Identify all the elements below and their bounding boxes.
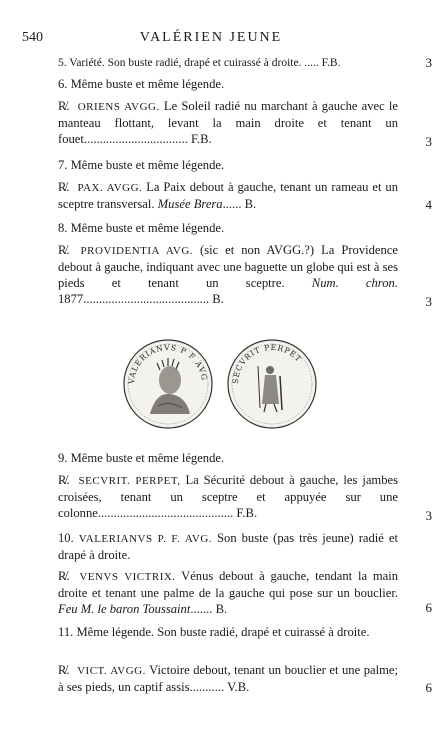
entry-text: Le Soleil radié nu marchant à gauche avec le manteau flottant, levant la main droite et tenant un fouet................................. [58, 99, 398, 146]
entry-7-reverse [58, 179, 398, 212]
obverse-legend: VALERIANVS P F AVG [126, 342, 209, 385]
margin-value: 6 [425, 680, 432, 695]
margin-value: 4 [425, 197, 432, 212]
source-reference: Musée Brera [157, 197, 223, 211]
entry-9-reverse [58, 472, 398, 521]
leader-dots: ....... [190, 602, 213, 616]
entry-text: Même légende. Son buste radié, drapé et cuirassé à droite. [76, 625, 370, 639]
entry-10 [58, 530, 398, 563]
source-reference: Feu M. le baron Toussaint [58, 602, 191, 616]
page-number: 540 [22, 30, 43, 45]
coin-legend: PROVIDENTIA AVG. [80, 245, 194, 257]
entry-number: 8. [58, 221, 68, 235]
coin-legend: SECVRIT. PERPET, [78, 475, 181, 487]
obverse-coin [124, 340, 212, 428]
margin-value: 3 [425, 55, 432, 70]
entry-number: 7. [58, 158, 68, 172]
entry-text: Même buste et même légende. [70, 451, 225, 465]
rarity-mark: V.B. [227, 680, 250, 694]
coin-legend: VENVS VICTRIX. [79, 571, 176, 583]
leader-dots: ...... [222, 197, 242, 211]
entry-text: La Paix debout à gauche, tenant un rameau et un sceptre transversal. [58, 180, 398, 211]
reverse-mark: R̸. [58, 663, 70, 677]
entry-7 [58, 157, 398, 173]
rarity-mark: F.B. [321, 57, 341, 69]
entry-number: 10. [58, 531, 74, 545]
date-leader: 1877........................................ [58, 292, 210, 306]
entry-number: 9. [58, 451, 68, 465]
coin-legend: ORIENS AVGG. [77, 101, 160, 113]
margin-value: 3 [425, 134, 432, 149]
entry-number: 5. [58, 57, 67, 69]
rarity-mark: B. [244, 197, 257, 211]
entry-11-reverse [58, 662, 398, 695]
reverse-legend: SECVRIT PERPET [230, 342, 304, 385]
coin-legend: PAX. AVGG. [77, 182, 143, 194]
entry-text: Même buste et même légende. [70, 158, 225, 172]
reverse-mark: R̸. [58, 243, 70, 257]
reverse-mark: R̸. [58, 569, 70, 583]
running-title: VALÉRIEN JEUNE [139, 30, 283, 45]
entry-9 [58, 450, 398, 466]
coin-legend: VALERIANVS P. F. AVG. [78, 533, 213, 545]
entry-8-reverse [58, 242, 398, 307]
entry-10-reverse [58, 568, 398, 617]
entry-text: Même buste et même légende. [70, 77, 225, 91]
entry-text: La Sécurité debout à gauche, les jambes croisées, tenant un sceptre et appuyée sur une colonne........................................... [58, 473, 398, 520]
rarity-mark: F.B. [190, 132, 212, 146]
coin-legend: VICT. AVGG. [77, 665, 146, 677]
entry-number: 6. [58, 77, 68, 91]
reverse-mark: R̸. [58, 180, 70, 194]
reverse-mark: R̸. [58, 473, 70, 487]
rarity-mark: F.B. [236, 506, 258, 520]
entry-number: 11. [58, 625, 74, 639]
entry-text: Victoire debout, tenant un bouclier et une palme; à ses pieds, un captif assis........... [58, 663, 398, 694]
entry-text: Son buste (pas très jeune) radié et drapé à droite. [58, 531, 398, 562]
reverse-mark: R̸. [58, 99, 70, 113]
entry-6 [58, 76, 398, 92]
entry-text: (sic et non AVGG.?) La Providence debout à gauche, indiquant avec une baguette un globe qui est à ses pieds et tenant un sceptre. [58, 243, 398, 290]
entry-6-reverse [58, 98, 398, 147]
entry-8 [58, 220, 398, 236]
reverse-coin [228, 340, 316, 428]
entry-5 [58, 55, 398, 71]
page-header [22, 30, 400, 50]
margin-value: 3 [425, 294, 432, 309]
rarity-mark: B. [212, 292, 224, 306]
coin-illustration [120, 336, 320, 431]
margin-value: 3 [425, 508, 432, 523]
entry-text: Même buste et même légende. [70, 221, 225, 235]
source-reference: Num. chron. [311, 276, 398, 290]
rarity-mark: B. [215, 602, 228, 616]
entry-text: Variété. Son buste radié, drapé et cuirassé à droite. ..... [69, 57, 319, 69]
entry-text: Vénus debout à gauche, tendant la main droite et tenant une palme de la gauche qui pose sur un bouclier. [58, 569, 398, 600]
entry-11 [58, 624, 398, 640]
margin-value: 6 [425, 600, 432, 615]
